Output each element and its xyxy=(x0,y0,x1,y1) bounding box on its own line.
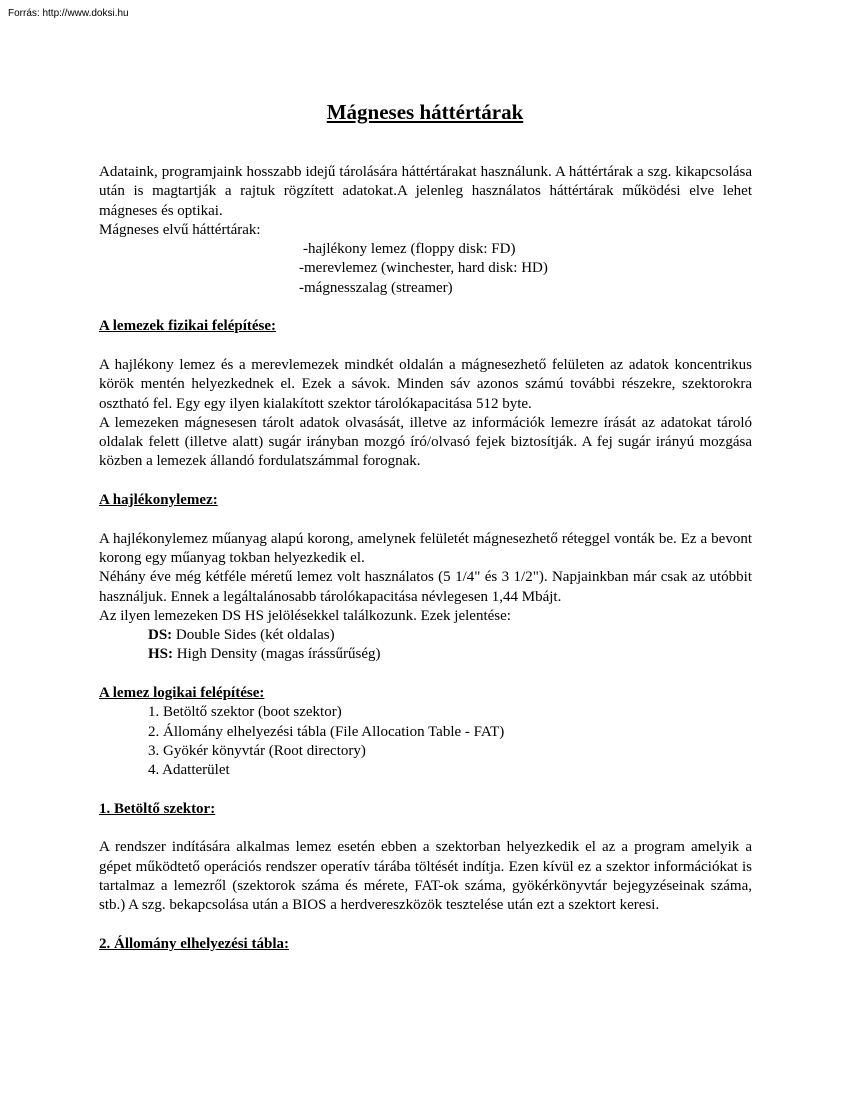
hs-label: HS: xyxy=(148,646,174,663)
section-heading-logical: A lemez logikai felépítése: xyxy=(99,685,265,702)
source-note: Forrás: http://www.doksi.hu xyxy=(8,8,129,19)
logical-item-2: 2. Állomány elhelyezési tábla (File Allocation Table - FAT) xyxy=(148,723,505,740)
drive-item-floppy: -hajlékony lemez (floppy disk: FD) xyxy=(303,241,516,258)
floppy-paragraph-2: Néhány éve még kétféle méretű lemez volt használatos (5 1/4" és 3 1/2"). Napjainkban már csak az utóbbit használjuk. Ennek a legáltalánosabb tárolókapacitása névlegesen 1,44 Mbájt. xyxy=(99,569,752,605)
document-body xyxy=(99,163,752,954)
floppy-paragraph-3: Az ilyen lemezeken DS HS jelölésekkel találkozunk. Ezek jelentése: xyxy=(99,607,511,624)
section-heading-boot: 1. Betöltő szektor: xyxy=(99,800,216,817)
ds-label: DS: xyxy=(148,627,173,644)
hs-text: High Density (magas írássűrűség) xyxy=(173,646,381,663)
section-heading-floppy: A hajlékonylemez: xyxy=(99,492,218,509)
logical-item-4: 4. Adatterület xyxy=(148,762,230,779)
drive-list-intro: Mágneses elvű háttértárak: xyxy=(99,221,261,238)
drive-item-streamer: -mágnesszalag (streamer) xyxy=(299,279,453,296)
logical-item-1: 1. Betöltő szektor (boot szektor) xyxy=(148,704,342,721)
hs-definition xyxy=(99,645,752,664)
section-heading-fat: 2. Állomány elhelyezési tábla: xyxy=(99,935,289,952)
logical-item-3: 3. Gyökér könyvtár (Root directory) xyxy=(148,742,366,759)
floppy-paragraph-1: A hajlékonylemez műanyag alapú korong, amelynek felületét mágnesezhető réteggel vonták be. Ez a bevont korong egy műanyag tokban helyezkedik el. xyxy=(99,530,752,566)
page-title: Mágneses háttértárak xyxy=(326,100,524,124)
boot-paragraph: A rendszer indítására alkalmas lemez esetén ebben a szektorban helyezkedik el az a program amelyik a gépet működtető operációs rendszer operatív tárába töltését indítja. Ezen kívül ez a szektor információkat is tartalmaz a lemezről (szektorok száma és mérete, FAT-ok száma, gyökérkönyvtár bejegyzéseinak száma, stb.) A szg. bekapcsolása után a BIOS a herdvereszközök tesztelése után ezt a szektort keresi. xyxy=(99,839,752,914)
ds-text: Double Sides (két oldalas) xyxy=(172,627,335,644)
drive-item-hdd: -merevlemez (winchester, hard disk: HD) xyxy=(299,260,548,277)
intro-paragraph: Adataink, programjaink hosszabb idejű tárolására háttértárakat használunk. A háttértárak a szg. kikapcsolása után is magtartják a rajtuk rögzített adatokat.A jelenleg használatos háttértárak működési elve lehet mágneses és optikai. xyxy=(99,164,752,219)
ds-definition xyxy=(99,626,752,645)
section-heading-physical: A lemezek fizikai felépítése: xyxy=(99,318,277,335)
physical-paragraph-2: A lemezeken mágnesesen tárolt adatok olvasását, illetve az információk lemezre írását az adatokat tároló oldalak felett (illetve alatt) sugár irányban mozgó író/olvasó fejek biztosítják. A fej sugár irányú mozgása közben a lemezek állandó fordulatszámmal forognak. xyxy=(99,414,752,470)
physical-paragraph-1: A hajlékony lemez és a merevlemezek mindkét oldalán a mágnesezhető felületen az adatok koncentrikus körök mentén helyezkednek el. Ezek a sávok. Minden sáv azonos számú további részekre, szektorokra osztható fel. Egy egy ilyen kialakított szektor tárolókapacitása 512 byte. xyxy=(99,356,752,412)
